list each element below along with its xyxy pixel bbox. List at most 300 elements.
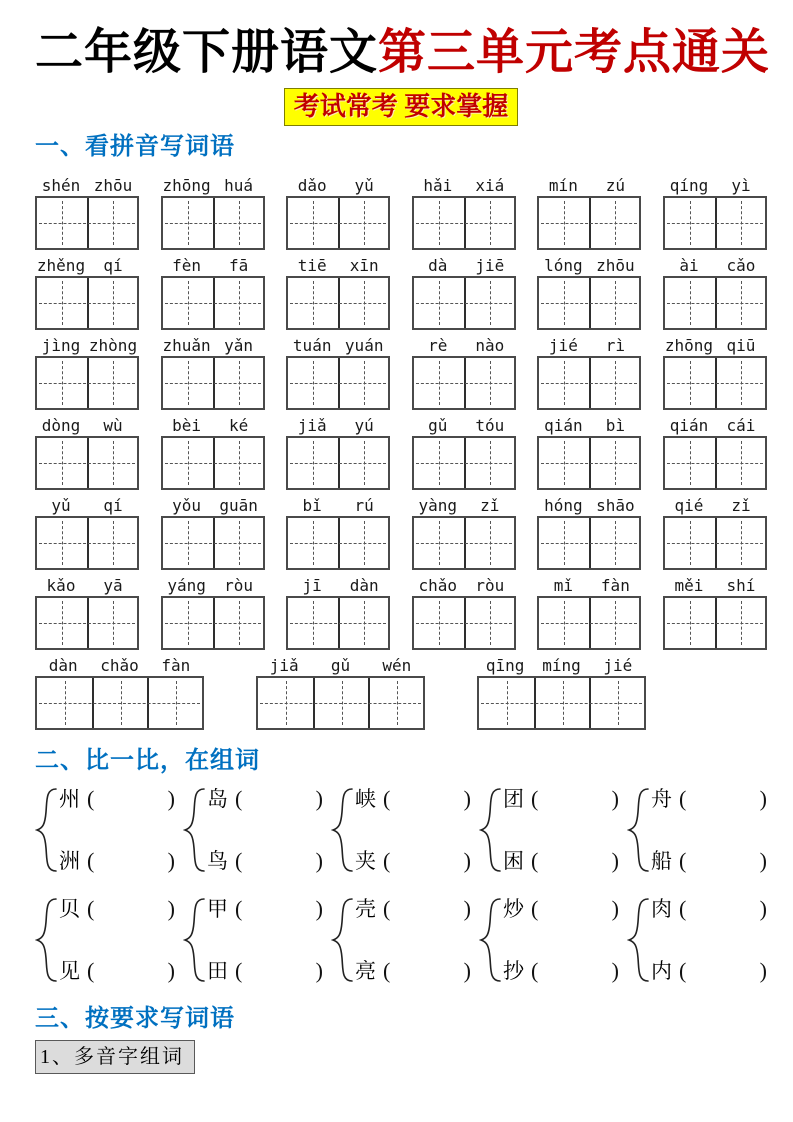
- writing-boxes: [161, 356, 265, 410]
- writing-cell[interactable]: [213, 358, 263, 408]
- writing-cell[interactable]: [87, 598, 137, 648]
- pinyin-line: [161, 494, 265, 516]
- compare-char: 困: [503, 849, 524, 873]
- pinyin-syllable: ròu: [224, 576, 254, 595]
- pinyin-line: [412, 334, 516, 356]
- pinyin-syllable: zhōu: [93, 176, 133, 195]
- writing-boxes: [161, 596, 265, 650]
- pinyin-word-group: [35, 254, 139, 330]
- compare-rows: [35, 786, 767, 984]
- compare-pair-column: [651, 786, 767, 874]
- pinyin-row: [35, 334, 767, 410]
- pinyin-syllable: qiū: [726, 336, 756, 355]
- pinyin-line: [35, 654, 204, 676]
- page-title-black: 二年级下册语文: [35, 26, 379, 79]
- writing-cell[interactable]: [589, 678, 644, 728]
- pinyin-syllable: wén: [382, 656, 412, 675]
- writing-cell[interactable]: [414, 518, 464, 568]
- compare-char: 船: [651, 849, 672, 873]
- compare-line-bottom: [503, 848, 619, 874]
- writing-boxes: [161, 196, 265, 250]
- writing-cell[interactable]: [338, 438, 388, 488]
- compare-pair-column: [59, 786, 175, 874]
- writing-cell[interactable]: [715, 598, 765, 648]
- pinyin-syllable: zhòng: [88, 336, 138, 355]
- pinyin-line: [412, 254, 516, 276]
- writing-cell[interactable]: [665, 278, 715, 328]
- pinyin-line: [537, 574, 641, 596]
- compare-line-top: [207, 896, 323, 922]
- paren-close: ): [167, 786, 175, 811]
- pinyin-word-group: [477, 654, 646, 730]
- writing-cell[interactable]: [288, 518, 338, 568]
- pinyin-syllable: jié: [548, 336, 578, 355]
- writing-boxes: [35, 276, 139, 330]
- paren-close: ): [167, 896, 175, 921]
- pinyin-word-group: [537, 494, 641, 570]
- writing-cell[interactable]: [589, 518, 639, 568]
- pinyin-line: [412, 494, 516, 516]
- writing-cell[interactable]: [539, 278, 589, 328]
- paren-close: ): [463, 848, 471, 873]
- pinyin-syllable: xīn: [349, 256, 379, 275]
- compare-pair-column: [503, 786, 619, 874]
- paren-close: ): [167, 958, 175, 983]
- writing-cell[interactable]: [163, 278, 213, 328]
- writing-boxes: [412, 436, 516, 490]
- pinyin-line: [286, 414, 390, 436]
- pinyin-line: [35, 494, 139, 516]
- pinyin-line: [286, 574, 390, 596]
- writing-boxes: [537, 276, 641, 330]
- writing-boxes: [537, 516, 641, 570]
- writing-cell[interactable]: [539, 598, 589, 648]
- pinyin-line: [537, 334, 641, 356]
- compare-char: 岛: [207, 787, 228, 811]
- pinyin-syllable: wù: [103, 416, 123, 435]
- writing-cell[interactable]: [87, 518, 137, 568]
- writing-boxes: [286, 596, 390, 650]
- writing-cell[interactable]: [338, 198, 388, 248]
- writing-cell[interactable]: [464, 438, 514, 488]
- writing-cell[interactable]: [464, 358, 514, 408]
- pinyin-syllable: qián: [544, 416, 583, 435]
- compare-line-top: [651, 896, 767, 922]
- pinyin-word-group: [663, 254, 767, 330]
- pinyin-syllable: lóng: [544, 256, 583, 275]
- writing-cell[interactable]: [665, 198, 715, 248]
- pinyin-word-group: [35, 574, 139, 650]
- pinyin-syllable: hóng: [544, 496, 583, 515]
- compare-pair-column: [207, 786, 323, 874]
- writing-cell[interactable]: [37, 438, 87, 488]
- pinyin-word-group: [412, 494, 516, 570]
- pinyin-row: [35, 254, 767, 330]
- pinyin-syllable: gǔ: [428, 416, 448, 435]
- writing-cell[interactable]: [715, 198, 765, 248]
- pinyin-syllable: fā: [228, 256, 249, 275]
- pinyin-line: [663, 334, 767, 356]
- pinyin-syllable: dòng: [41, 416, 81, 435]
- pinyin-line: [35, 334, 139, 356]
- paren-open: (: [531, 786, 539, 811]
- writing-cell[interactable]: [338, 518, 388, 568]
- compare-char: 洲: [59, 849, 80, 873]
- section-one-heading: 一、看拼音写词语: [35, 134, 235, 160]
- writing-cell[interactable]: [147, 678, 202, 728]
- compare-char: 内: [651, 959, 672, 983]
- paren-open: (: [235, 896, 243, 921]
- exam-banner: 考试常考 要求掌握: [284, 88, 519, 126]
- compare-line-bottom: [355, 848, 471, 874]
- compare-pair: [479, 786, 619, 874]
- writing-cell[interactable]: [539, 198, 589, 248]
- pinyin-syllable: shén: [41, 176, 81, 195]
- pinyin-word-group: [161, 334, 265, 410]
- pinyin-syllable: yā: [103, 576, 123, 595]
- writing-boxes: [286, 436, 390, 490]
- writing-cell[interactable]: [288, 598, 338, 648]
- brace-icon: [331, 786, 353, 874]
- brace-icon: [183, 896, 205, 984]
- writing-boxes: [35, 356, 139, 410]
- compare-row: [35, 786, 767, 874]
- section-two-heading: 二、比一比，在组词: [35, 748, 260, 774]
- pinyin-line: [537, 254, 641, 276]
- writing-cell[interactable]: [163, 198, 213, 248]
- pinyin-word-group: [537, 174, 641, 250]
- writing-boxes: [35, 596, 139, 650]
- pinyin-word-group: [412, 334, 516, 410]
- writing-cell[interactable]: [589, 438, 639, 488]
- pinyin-syllable: yáng: [167, 576, 206, 595]
- pinyin-word-group: [286, 334, 390, 410]
- pinyin-syllable: shí: [726, 576, 756, 595]
- pinyin-syllable: qí: [103, 256, 123, 275]
- pinyin-syllable: zhuǎn: [162, 336, 211, 355]
- pinyin-syllable: yǔ: [354, 176, 374, 195]
- pinyin-row: [35, 654, 767, 730]
- pinyin-word-group: [161, 494, 265, 570]
- writing-cell[interactable]: [534, 678, 589, 728]
- writing-cell[interactable]: [715, 518, 765, 568]
- compare-line-top: [355, 896, 471, 922]
- compare-pair: [627, 896, 767, 984]
- pinyin-syllable: yú: [354, 416, 374, 435]
- compare-line-top: [651, 786, 767, 812]
- writing-cell[interactable]: [414, 598, 464, 648]
- compare-char: 抄: [503, 959, 524, 983]
- writing-cell[interactable]: [338, 358, 388, 408]
- pinyin-syllable: tiē: [297, 256, 327, 275]
- writing-cell[interactable]: [213, 198, 263, 248]
- pinyin-syllable: ké: [228, 416, 249, 435]
- writing-boxes: [286, 516, 390, 570]
- pinyin-line: [161, 574, 265, 596]
- pinyin-syllable: yuán: [344, 336, 384, 355]
- writing-cell[interactable]: [414, 278, 464, 328]
- writing-cell[interactable]: [715, 358, 765, 408]
- compare-pair: [183, 786, 323, 874]
- compare-char: 炒: [503, 897, 524, 921]
- writing-cell[interactable]: [87, 198, 137, 248]
- writing-cell[interactable]: [87, 278, 137, 328]
- compare-char: 壳: [355, 897, 376, 921]
- writing-cell[interactable]: [414, 358, 464, 408]
- writing-cell[interactable]: [87, 358, 137, 408]
- pinyin-line: [286, 334, 390, 356]
- writing-cell[interactable]: [464, 198, 514, 248]
- writing-cell[interactable]: [37, 278, 87, 328]
- writing-cell[interactable]: [288, 198, 338, 248]
- writing-cell[interactable]: [37, 518, 87, 568]
- writing-cell[interactable]: [87, 438, 137, 488]
- writing-cell[interactable]: [368, 678, 423, 728]
- compare-line-top: [59, 786, 175, 812]
- pinyin-syllable: bì: [605, 416, 625, 435]
- pinyin-word-group: [35, 334, 139, 410]
- writing-boxes: [537, 596, 641, 650]
- compare-char: 肉: [651, 897, 672, 921]
- writing-cell[interactable]: [464, 278, 514, 328]
- compare-line-bottom: [503, 958, 619, 984]
- writing-cell[interactable]: [338, 598, 388, 648]
- writing-cell[interactable]: [665, 598, 715, 648]
- writing-cell[interactable]: [37, 598, 87, 648]
- paren-open: (: [87, 848, 95, 873]
- paren-open: (: [383, 896, 391, 921]
- pinyin-syllable: qián: [669, 416, 709, 435]
- pinyin-word-group: [286, 174, 390, 250]
- writing-cell[interactable]: [589, 278, 639, 328]
- paren-open: (: [679, 848, 687, 873]
- pinyin-syllable: zhōng: [162, 176, 211, 195]
- compare-pair-column: [59, 896, 175, 984]
- pinyin-row: [35, 414, 767, 490]
- pinyin-syllable: ài: [679, 256, 699, 275]
- pinyin-syllable: bǐ: [302, 496, 322, 515]
- pinyin-line: [663, 494, 767, 516]
- pinyin-syllable: ròu: [475, 576, 505, 595]
- writing-cell[interactable]: [464, 518, 514, 568]
- pinyin-syllable: nào: [475, 336, 505, 355]
- pinyin-syllable: fàn: [161, 656, 191, 675]
- writing-cell[interactable]: [479, 678, 534, 728]
- paren-open: (: [235, 786, 243, 811]
- paren-open: (: [87, 896, 95, 921]
- compare-pair-column: [503, 896, 619, 984]
- writing-boxes: [161, 516, 265, 570]
- paren-open: (: [531, 896, 539, 921]
- compare-char: 舟: [651, 787, 672, 811]
- writing-cell[interactable]: [163, 358, 213, 408]
- pinyin-syllable: jī: [302, 576, 322, 595]
- writing-cell[interactable]: [414, 438, 464, 488]
- pinyin-syllable: dǎo: [297, 176, 327, 195]
- writing-cell[interactable]: [92, 678, 147, 728]
- pinyin-line: [35, 414, 139, 436]
- writing-cell[interactable]: [213, 518, 263, 568]
- writing-boxes: [663, 356, 767, 410]
- writing-cell[interactable]: [288, 438, 338, 488]
- brace-icon: [183, 786, 205, 874]
- subsection-heading: 1、多音字组词: [35, 1040, 195, 1074]
- writing-cell[interactable]: [338, 278, 388, 328]
- writing-boxes: [286, 196, 390, 250]
- paren-close: ): [759, 896, 767, 921]
- pinyin-word-group: [286, 254, 390, 330]
- brace-icon: [35, 896, 57, 984]
- pinyin-syllable: yì: [731, 176, 751, 195]
- pinyin-word-group: [35, 414, 139, 490]
- writing-cell[interactable]: [163, 438, 213, 488]
- writing-cell[interactable]: [589, 198, 639, 248]
- pinyin-line: [412, 414, 516, 436]
- writing-cell[interactable]: [37, 358, 87, 408]
- pinyin-line: [35, 254, 139, 276]
- writing-boxes: [412, 276, 516, 330]
- writing-cell[interactable]: [213, 438, 263, 488]
- writing-boxes: [537, 356, 641, 410]
- compare-line-bottom: [59, 848, 175, 874]
- pinyin-syllable: yǔ: [51, 496, 71, 515]
- pinyin-word-group: [286, 574, 390, 650]
- pinyin-row: [35, 574, 767, 650]
- compare-char: 田: [207, 959, 228, 983]
- writing-boxes: [663, 276, 767, 330]
- pinyin-word-group: [663, 574, 767, 650]
- writing-boxes: [161, 436, 265, 490]
- pinyin-line: [35, 574, 139, 596]
- pinyin-word-group: [537, 574, 641, 650]
- paren-close: ): [315, 896, 323, 921]
- paren-close: ): [315, 958, 323, 983]
- writing-cell[interactable]: [414, 198, 464, 248]
- writing-boxes: [537, 196, 641, 250]
- writing-boxes: [161, 276, 265, 330]
- pinyin-line: [161, 174, 265, 196]
- brace-icon: [35, 786, 57, 874]
- pinyin-syllable: zhěng: [36, 256, 86, 275]
- brace-icon: [627, 786, 649, 874]
- compare-char: 见: [59, 959, 80, 983]
- compare-line-bottom: [59, 958, 175, 984]
- pinyin-syllable: jiē: [475, 256, 505, 275]
- pinyin-syllable: zú: [605, 176, 625, 195]
- pinyin-word-group: [663, 494, 767, 570]
- writing-cell[interactable]: [715, 278, 765, 328]
- writing-boxes: [663, 596, 767, 650]
- pinyin-syllable: kǎo: [46, 576, 76, 595]
- pinyin-word-group: [161, 174, 265, 250]
- writing-cell[interactable]: [313, 678, 368, 728]
- writing-cell[interactable]: [539, 518, 589, 568]
- writing-cell[interactable]: [288, 358, 338, 408]
- writing-cell[interactable]: [163, 598, 213, 648]
- pinyin-word-group: [286, 414, 390, 490]
- pinyin-syllable: xiá: [475, 176, 505, 195]
- writing-cell[interactable]: [258, 678, 313, 728]
- pinyin-line: [477, 654, 646, 676]
- compare-pair-column: [651, 896, 767, 984]
- writing-cell[interactable]: [665, 518, 715, 568]
- writing-cell[interactable]: [288, 278, 338, 328]
- pinyin-syllable: zhōng: [664, 336, 714, 355]
- pinyin-word-group: [412, 574, 516, 650]
- paren-close: ): [315, 848, 323, 873]
- compare-line-bottom: [207, 958, 323, 984]
- paren-open: (: [679, 958, 687, 983]
- paren-close: ): [463, 896, 471, 921]
- writing-cell[interactable]: [665, 438, 715, 488]
- pinyin-word-group: [35, 494, 139, 570]
- pinyin-row: [35, 174, 767, 250]
- paren-open: (: [235, 848, 243, 873]
- compare-line-bottom: [355, 958, 471, 984]
- pinyin-syllable: qí: [103, 496, 123, 515]
- writing-boxes: [477, 676, 646, 730]
- writing-boxes: [35, 436, 139, 490]
- writing-boxes: [412, 356, 516, 410]
- compare-char: 甲: [207, 897, 228, 921]
- writing-cell[interactable]: [589, 598, 639, 648]
- writing-cell[interactable]: [163, 518, 213, 568]
- pinyin-syllable: rè: [428, 336, 448, 355]
- writing-cell[interactable]: [464, 598, 514, 648]
- pinyin-syllable: fèn: [172, 256, 202, 275]
- pinyin-line: [286, 254, 390, 276]
- writing-cell[interactable]: [539, 358, 589, 408]
- paren-open: (: [383, 786, 391, 811]
- writing-cell[interactable]: [37, 198, 87, 248]
- compare-pair: [331, 896, 471, 984]
- pinyin-syllable: huá: [224, 176, 254, 195]
- pinyin-syllable: qīng: [485, 656, 525, 675]
- compare-char: 峡: [355, 787, 376, 811]
- writing-cell[interactable]: [539, 438, 589, 488]
- pinyin-syllable: mín: [548, 176, 578, 195]
- pinyin-syllable: rú: [354, 496, 374, 515]
- pinyin-syllable: dàn: [48, 656, 78, 675]
- pinyin-syllable: guān: [219, 496, 258, 515]
- writing-cell[interactable]: [213, 278, 263, 328]
- pinyin-word-group: [35, 174, 139, 250]
- compare-pair: [479, 896, 619, 984]
- compare-line-top: [503, 786, 619, 812]
- compare-line-top: [355, 786, 471, 812]
- writing-cell[interactable]: [213, 598, 263, 648]
- writing-cell[interactable]: [589, 358, 639, 408]
- pinyin-syllable: yǒu: [172, 496, 202, 515]
- paren-close: ): [759, 958, 767, 983]
- pinyin-line: [35, 174, 139, 196]
- writing-boxes: [35, 196, 139, 250]
- paren-open: (: [679, 896, 687, 921]
- writing-cell[interactable]: [37, 678, 92, 728]
- compare-line-bottom: [207, 848, 323, 874]
- pinyin-syllable: jiǎ: [269, 656, 299, 675]
- compare-line-top: [59, 896, 175, 922]
- pinyin-rows: [35, 174, 767, 730]
- pinyin-syllable: cǎo: [726, 256, 756, 275]
- writing-boxes: [35, 516, 139, 570]
- pinyin-syllable: jié: [603, 656, 633, 675]
- paren-open: (: [235, 958, 243, 983]
- writing-cell[interactable]: [665, 358, 715, 408]
- pinyin-syllable: rì: [605, 336, 625, 355]
- writing-cell[interactable]: [715, 438, 765, 488]
- pinyin-syllable: zǐ: [731, 496, 751, 515]
